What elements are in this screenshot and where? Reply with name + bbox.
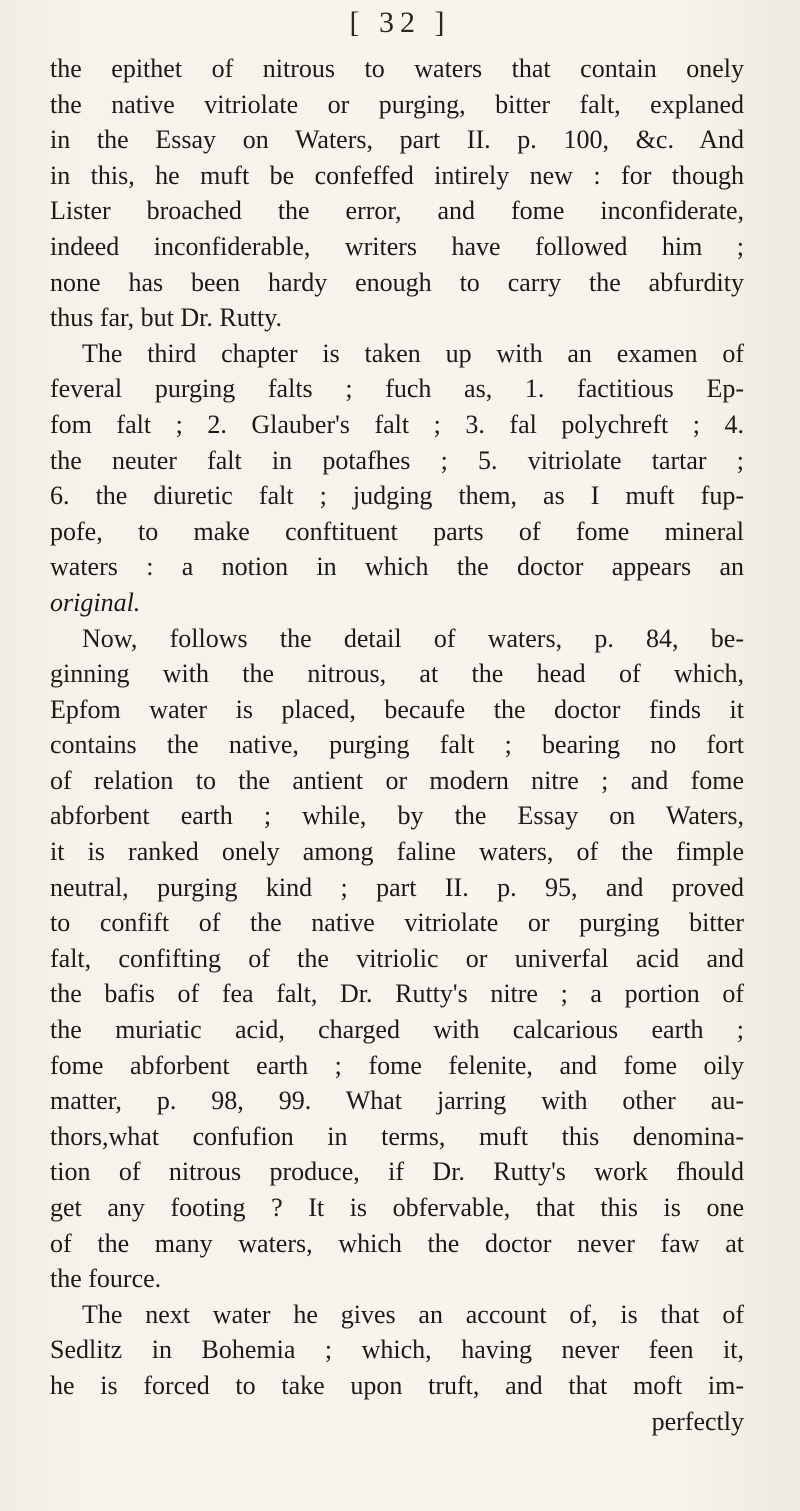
text-line: ginning with the nitrous, at the head of which, xyxy=(50,659,744,689)
text-line: fom falt ; 2. Glauber's falt ; 3. fal polychreft ; 4. xyxy=(50,409,744,439)
text-line: to confift of the native vitriolate or purging bitter xyxy=(50,908,744,938)
text-line: contains the native, purging falt ; bearing no fort xyxy=(50,730,744,760)
text-line: the neuter falt in potafhes ; 5. vitriolate tartar ; xyxy=(50,445,744,475)
text-line: the fource. xyxy=(50,1264,162,1294)
text-line: in this, he muft be confeffed intirely new : for though xyxy=(50,160,744,190)
text-line: Lister broached the error, and fome inconfiderate, xyxy=(50,196,744,226)
text-line: tion of nitrous produce, if Dr. Rutty's work fhould xyxy=(50,1157,744,1187)
text-line: falt, confifting of the vitriolic or univerfal acid and xyxy=(50,943,744,973)
text-line: Sedlitz in Bohemia ; which, having never feen it, xyxy=(50,1335,744,1365)
text-line: the epithet of nitrous to waters that contain onely xyxy=(50,54,744,83)
text-line: abforbent earth ; while, by the Essay on Waters, xyxy=(50,801,744,831)
paragraph-start-line: The next water he gives an account of, is that of xyxy=(82,1299,744,1329)
paragraph-start-line: Now, follows the detail of waters, p. 84, be- xyxy=(82,623,744,653)
text-line: 6. the diuretic falt ; judging them, as I muft fup- xyxy=(50,481,744,511)
text-line: get any footing ? It is obfervable, that this is one xyxy=(50,1193,744,1222)
text-line: he is forced to take upon truft, and that moft im- xyxy=(50,1370,744,1400)
text-line: Epfom water is placed, becaufe the doctor finds it xyxy=(50,694,744,724)
paragraph-start-line: The third chapter is taken up with an examen of xyxy=(82,338,744,368)
text-line: thors,what confufion in terms, muft this denomina- xyxy=(50,1121,744,1151)
text-line: waters : a notion in which the doctor appears an xyxy=(50,552,744,582)
text-line: it is ranked onely among faline waters, of the fimple xyxy=(50,837,744,867)
text-line: of the many waters, which the doctor never faw at xyxy=(50,1228,744,1258)
text-line: the bafis of fea falt, Dr. Rutty's nitre ; a portion of xyxy=(50,979,744,1009)
text-line: matter, p. 98, 99. What jarring with other au- xyxy=(50,1086,744,1116)
text-line: the native vitriolate or purging, bitter falt, explaned xyxy=(50,89,744,119)
text-line: none has been hardy enough to carry the abfurdity xyxy=(50,267,744,297)
text-line: original. xyxy=(50,587,141,617)
text-line: indeed inconfiderable, writers have followed him ; xyxy=(50,231,744,261)
body-text xyxy=(50,51,744,1439)
page-number: [ 32 ] xyxy=(349,6,451,39)
text-line: neutral, purging kind ; part II. p. 95, and proved xyxy=(50,872,744,902)
text-line: of relation to the antient or modern nitre ; and fome xyxy=(50,765,744,795)
text-line: thus far, but Dr. Rutty. xyxy=(50,303,282,333)
text-line: the muriatic acid, charged with calcarious earth ; xyxy=(50,1015,744,1045)
text-line: in the Essay on Waters, part II. p. 100, &c. And xyxy=(50,125,744,155)
text-line: feveral purging falts ; fuch as, 1. factitious Ep- xyxy=(50,374,744,404)
text-line: fome abforbent earth ; fome felenite, and fome oily xyxy=(50,1050,744,1080)
text-line: pofe, to make conftituent parts of fome mineral xyxy=(50,516,744,546)
catchword: perfectly xyxy=(651,1406,744,1436)
